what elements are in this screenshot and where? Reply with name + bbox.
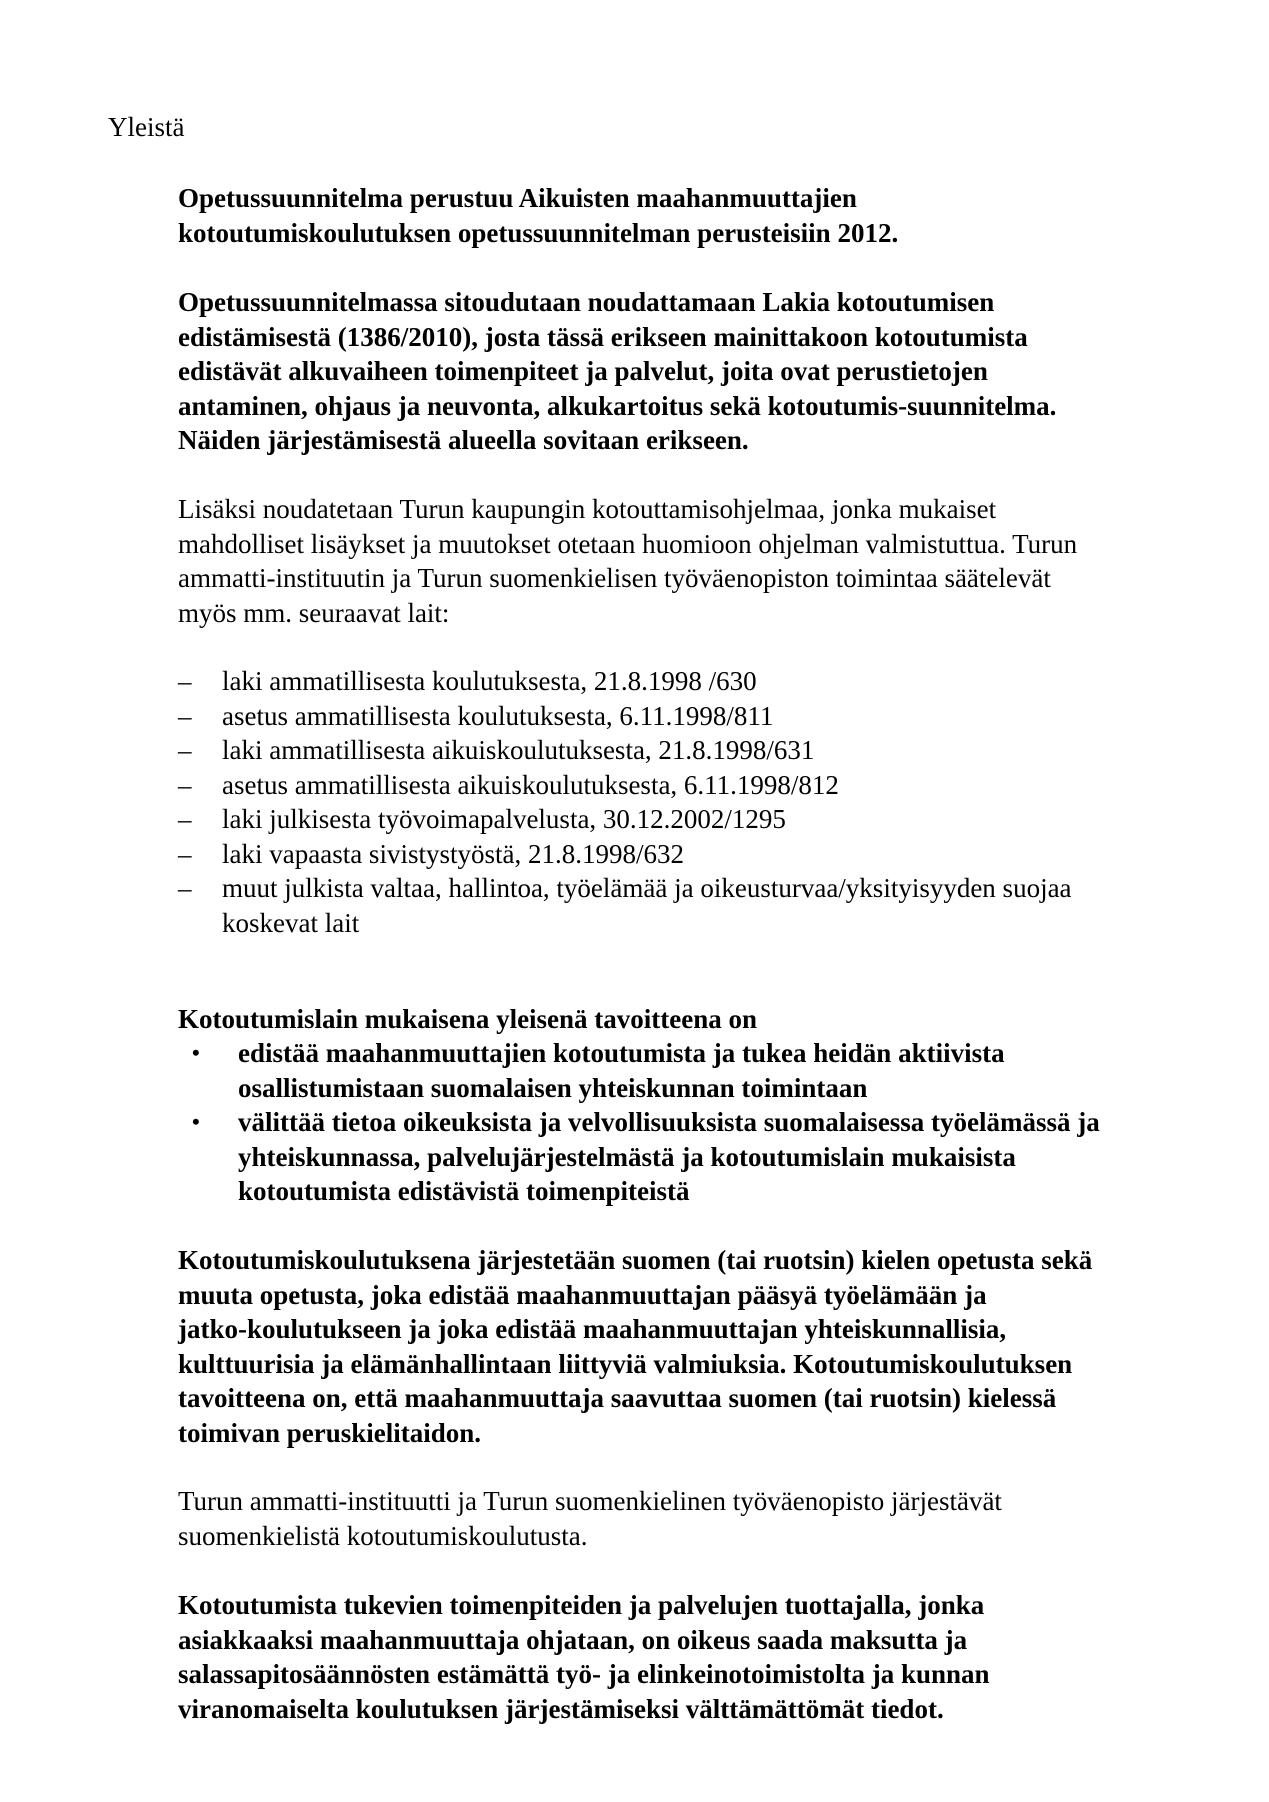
list-marker-icon: – bbox=[178, 838, 192, 869]
paragraph-line: kotoutumiskoulutuksen opetussuunnitelman perusteisiin 2012. bbox=[178, 217, 899, 248]
list-item-line: koskevat lait bbox=[222, 907, 360, 938]
list-item-line: muut julkista valtaa, hallintoa, työelämää ja oikeusturvaa/yksityisyyden suojaa bbox=[222, 873, 1072, 903]
list-item-line: laki vapaasta sivistystyöstä, 21.8.1998/632 bbox=[222, 838, 684, 869]
paragraph-line: tavoitteena on, että maahanmuuttaja saavuttaa suomen (tai ruotsin) kielessä bbox=[178, 1383, 1057, 1413]
paragraph-line: suomenkielistä kotoutumiskoulutusta. bbox=[178, 1520, 588, 1551]
list-item bbox=[178, 837, 1218, 872]
paragraph-additional-rules bbox=[178, 492, 1213, 630]
list-marker-icon: – bbox=[178, 873, 192, 903]
paragraph-line: muuta opetusta, joka edistää maahanmuuttajan pääsyä työelämään ja bbox=[178, 1279, 987, 1310]
list-item-line: edistää maahanmuuttajien kotoutumista ja tukea heidän aktiivista bbox=[238, 1038, 1005, 1068]
paragraph-line: viranomaiselta koulutuksen järjestämiseksi välttämättömät tiedot. bbox=[178, 1693, 944, 1724]
list-item-line: kotoutumista edistävistä toimenpiteistä bbox=[238, 1176, 690, 1206]
goals-label: Kotoutumislain mukaisena yleisenä tavoitteena on bbox=[178, 1004, 758, 1034]
list-item bbox=[178, 1105, 1218, 1209]
list-item bbox=[178, 733, 1218, 768]
paragraph-line: Turun ammatti-instituutti ja Turun suomenkielinen työväenopisto järjestävät bbox=[178, 1486, 1002, 1516]
paragraph-line: edistämisestä (1386/2010), josta tässä erikseen mainittakoon kotoutumista bbox=[178, 321, 1028, 352]
list-marker-icon: – bbox=[178, 769, 192, 800]
list-item bbox=[178, 1036, 1218, 1105]
list-item-line: laki ammatillisesta koulutuksesta, 21.8.1998 /630 bbox=[222, 666, 757, 696]
list-marker-icon: – bbox=[178, 804, 192, 834]
paragraph-line: asiakkaaksi maahanmuuttaja ohjataan, on oikeus saada maksutta ja bbox=[178, 1624, 968, 1655]
list-item bbox=[178, 871, 1218, 940]
list-marker-icon: – bbox=[178, 735, 192, 765]
list-marker-icon: • bbox=[192, 1040, 200, 1065]
list-item-line: osallistumistaan suomalaisen yhteiskunnan toimintaan bbox=[238, 1072, 868, 1103]
paragraph-line: Kotoutumista tukevien toimenpiteiden ja palvelujen tuottajalla, jonka bbox=[178, 1590, 985, 1620]
paragraph-line: antaminen, ohjaus ja neuvonta, alkukartoitus sekä kotoutumis-suunnitelma. bbox=[178, 390, 1057, 421]
paragraph-line: kulttuurisia ja elämänhallintaan liittyviä valmiuksia. Kotoutumiskoulutuksen bbox=[178, 1348, 1073, 1379]
list-item-line: asetus ammatillisesta koulutuksesta, 6.11.1998/811 bbox=[222, 700, 774, 731]
paragraph-curriculum-basis bbox=[178, 181, 1213, 250]
paragraph-line: edistävät alkuvaiheen toimenpiteet ja palvelut, joita ovat perustietojen bbox=[178, 356, 988, 386]
list-item-line: välittää tietoa oikeuksista ja velvollisuuksista suomalaisessa työelämässä ja bbox=[238, 1107, 1100, 1137]
list-item bbox=[178, 802, 1218, 837]
paragraph-integration-training bbox=[178, 1243, 1213, 1450]
list-item bbox=[178, 699, 1218, 734]
list-marker-icon: – bbox=[178, 700, 192, 731]
page-heading: Yleistä bbox=[108, 112, 185, 142]
list-item-line: laki julkisesta työvoimapalvelusta, 30.12.2002/1295 bbox=[222, 804, 786, 834]
list-item-line: yhteiskunnassa, palvelujärjestelmästä ja kotoutumislain mukaisista bbox=[238, 1141, 1016, 1172]
laws-list bbox=[178, 664, 1218, 940]
paragraph-organizers bbox=[178, 1484, 1213, 1553]
paragraph-line: Kotoutumiskoulutuksena järjestetään suomen (tai ruotsin) kielen opetusta sekä bbox=[178, 1245, 1093, 1275]
paragraph-line: ammatti-instituutin ja Turun suomenkielisen työväenopiston toimintaa säätelevät bbox=[178, 563, 1051, 593]
list-item bbox=[178, 768, 1218, 803]
list-item-line: laki ammatillisesta aikuiskoulutuksesta, 21.8.1998/631 bbox=[222, 735, 815, 765]
list-marker-icon: • bbox=[192, 1109, 200, 1134]
paragraph-line: Opetussuunnitelmassa sitoudutaan noudattamaan Lakia kotoutumisen bbox=[178, 287, 995, 317]
paragraph-line: jatko-koulutukseen ja joka edistää maahanmuuttajan yhteiskunnallisia, bbox=[178, 1314, 1007, 1344]
paragraph-line: toimivan peruskielitaidon. bbox=[178, 1417, 482, 1448]
paragraph-line: Lisäksi noudatetaan Turun kaupungin kotouttamisohjelmaa, jonka mukaiset bbox=[178, 494, 997, 524]
paragraph-line: myös mm. seuraavat lait: bbox=[178, 597, 450, 628]
list-item-line: asetus ammatillisesta aikuiskoulutuksesta, 6.11.1998/812 bbox=[222, 769, 839, 800]
goals-list bbox=[178, 1036, 1218, 1209]
paragraph-line: mahdolliset lisäykset ja muutokset otetaan huomioon ohjelman valmistuttua. Turun bbox=[178, 528, 1078, 559]
paragraph-line: Opetussuunnitelma perustuu Aikuisten maahanmuuttajien bbox=[178, 183, 857, 213]
list-marker-icon: – bbox=[178, 666, 192, 696]
paragraph-line: salassapitosäännösten estämättä työ- ja elinkeinotoimistolta ja kunnan bbox=[178, 1659, 990, 1689]
paragraph-integration-law bbox=[178, 285, 1213, 458]
list-item bbox=[178, 664, 1218, 699]
paragraph-data-access bbox=[178, 1588, 1213, 1726]
paragraph-line: Näiden järjestämisestä alueella sovitaan erikseen. bbox=[178, 425, 749, 455]
